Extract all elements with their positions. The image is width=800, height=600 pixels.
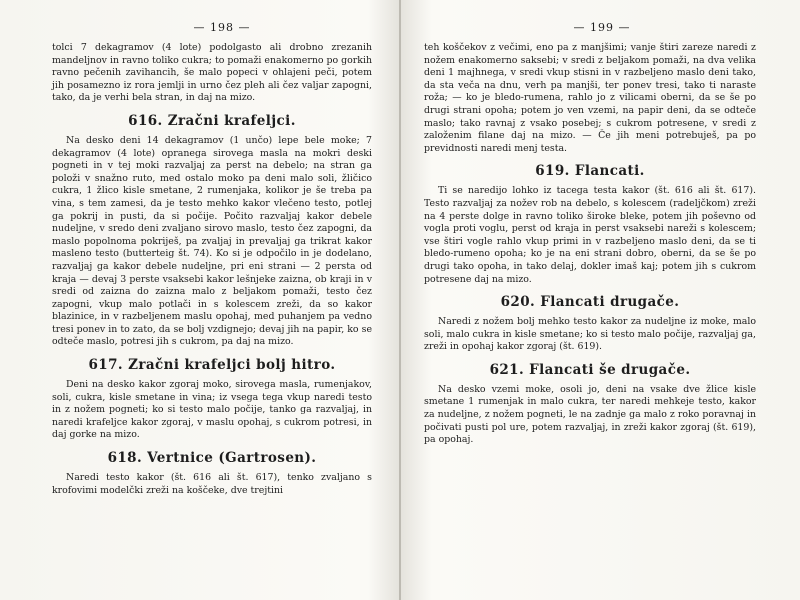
right-page <box>424 20 756 447</box>
recipe-title-616: 616. Zračni krafeljci. <box>128 112 296 129</box>
continued-paragraph-right: teh koščekov z večimi, eno pa z manjšimi; vanje štiri zareze naredi z nožem enakomerno saksebi; v sredi z beljakom pomaži, na dva velika deni 1 majhnega, v sredi vkup stisni in v razbeljeno maslo deni tako, da sta veča na dnu, verh pa manjši, ter ponev tresi, tako ti naraste roža; — ko je bledo-rumena, rahlo jo z vilicami oberni, da se še po drugi strani opoha; potem jo ven vzemi, na papir deni, da se odteče maslo; tako ravnaj z vsako posebej; s cukrom potresene, v sredi z založenim filane daj na mizo. — Če jih meni potrebuješ, pa po previdnosti naredi menj testa. <box>424 42 756 154</box>
recipe-text-619: Ti se naredijo lohko iz tacega testa kakor (št. 616 ali št. 617). Testo razvaljaj za nožev rob na debelo, s kolescem (radeljčkom) zreži na 4 perste dolge in ravno toliko široke bleke, potem jih poševno od vogla proti voglu, perst od kraja in perst vsaksebi nareži s kolescem; vse štiri vogle rahlo vkup primi in v razbeljeno maslo deni, da se ti bledo-rumeno opoha; ko je na eni strani dobro, oberni, da se še po drugi tako opoha, in tako delaj, dokler imaš kaj; potem jih s cukrom potresene daj na mizo. <box>424 185 756 285</box>
recipe-title-619: 619. Flancati. <box>535 163 645 180</box>
book-gutter <box>399 0 401 600</box>
recipe-text-616: Na desko deni 14 dekagramov (1 unčo) lepe bele moke; 7 dekagramov (4 lote) opranega sirovega masla na mokri deski pogneti in v tej moki razvaljaj za perst na debelo; na stran ga položi v snažno ruto, med ostalo moko pa deni malo soli, žličico cukra, 1 žlico kisle smetane, 2 rumenjaka, kolikor je še treba pa vina, s tem zamesi, da je testo mehko kakor vlečeno testo, potlej ga pokrij in pusti, da si počije. Počito razvaljaj kakor debele nudeljne, v sredo deni zvaljano sirovo maslo, testo čez zapogni, da maslo popolnoma pokriješ, pa zvaljaj in prevaljaj ga trikrat kakor masleno testo (butterteig št. 74). Ko si je odpočilo in je dodelano, razvaljaj ga kakor debele nudeljne, pri eni strani — 2 persta od kraja — devaj 3 perste vsaksebi kakor lešnjeke zaizna, ob kraji in v sredi od zaizna do zaizna malo z beljakom pomaži, testo čez zapogni, vkup malo potlači in s kolescem zreži, da so kakor blazinice, in v razbeljenem maslu opohaj, med puhanjem pa vedno tresi ponev in to zato, da se bolj vzdignejo; devaj jih na papir, ko se odteče maslo, potresi jih s cukrom, pa daj na mizo. <box>52 134 372 348</box>
page-number-left: — 198 — <box>193 21 251 34</box>
recipe-text-617: Deni na desko kakor zgoraj moko, sirovega masla, rumenjakov, soli, cukra, kisle smetane in vina; iz vsega tega vkup naredi testo in z nožem pogneti; ko si testo malo počije, tanko ga razvaljaj, in naredi krafeljce kakor zgoraj, v maslu opohaj, s cukrom potresi, in daj gorke na mizo. <box>52 379 372 441</box>
page-number-right: — 199 — <box>573 21 631 34</box>
continued-paragraph: tolci 7 dekagramov (4 lote) podolgasto ali drobno zrezanih mandeljnov in ravno toliko cukra; to pomaži enakomerno po gorkih ravno pečenih zavihancih, še malo popeci v ohlajeni peči, potem jih posamezno iz rora jemlji in urno čez pleh ali čez valjar zapogni, tako, da je verhi bela stran, in daj na mizo. <box>52 42 372 104</box>
recipe-title-621: 621. Flancati še drugače. <box>489 361 691 378</box>
recipe-text-620: Naredi z nožem bolj mehko testo kakor za nudeljne iz moke, malo soli, malo cukra in kisle smetane; ko si testo malo počije, razvaljaj ga, zreži in opohaj kakor zgoraj (št. 619). <box>424 316 756 353</box>
recipe-title-620: 620. Flancati drugače. <box>500 294 680 311</box>
left-page <box>52 20 372 497</box>
recipe-title-617: 617. Zračni krafeljci bolj hitro. <box>88 357 336 374</box>
recipe-text-618: Naredi testo kakor (št. 616 ali št. 617), tenko zvaljano s krofovimi modelčki zreži na koščeke, dve trejtini <box>52 472 372 496</box>
recipe-text-621: Na desko vzemi moke, osoli jo, deni na vsake dve žlice kisle smetane 1 rumenjak in malo cukra, ter naredi mehkeje testo, kakor za nudeljne, z nožem pogneti, le na zadnje ga malo z roko poravnaj in počivati pusti pol ure, potem razvaljaj, in zreži kakor zgoraj (št. 619), pa opohaj. <box>424 383 756 446</box>
recipe-title-618: 618. Vertnice (Gartrosen). <box>107 450 317 467</box>
